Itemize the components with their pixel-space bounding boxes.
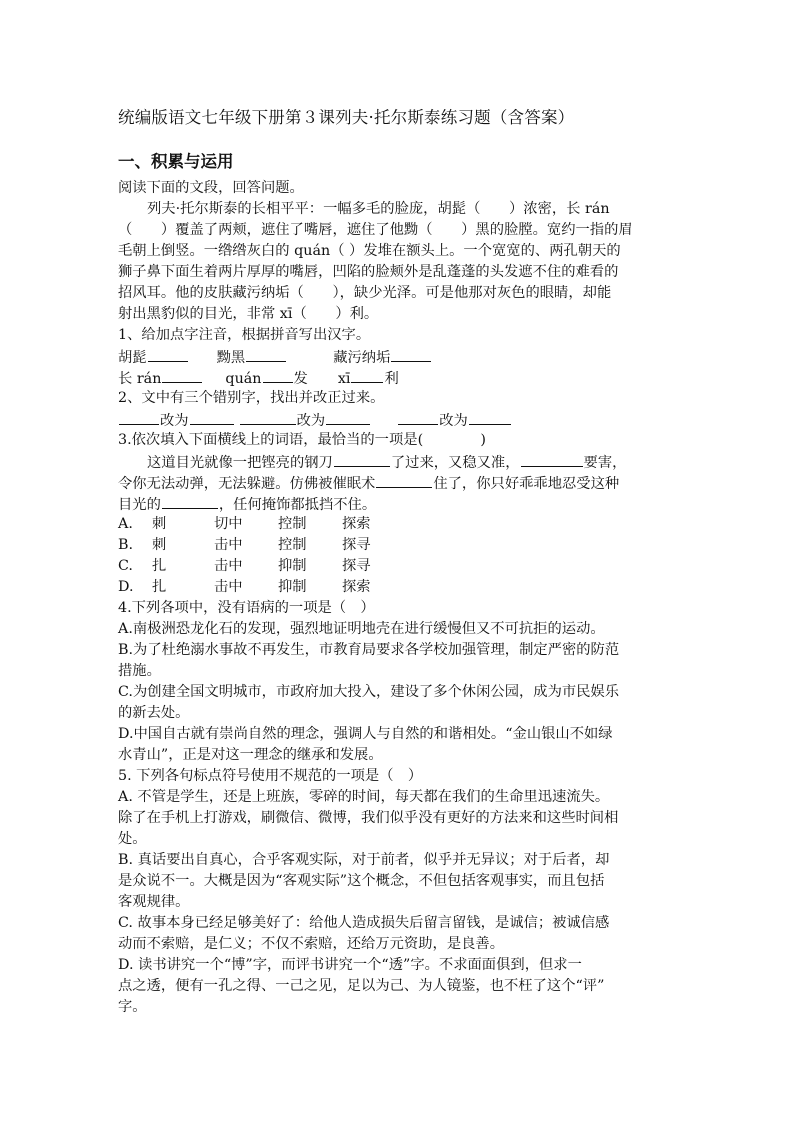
- question-4-line: 的新去处。: [118, 705, 190, 721]
- question-5-line: B. 真话要出自真心，合乎客观实际，对于前者，似乎并无异议；对于后者，却: [118, 852, 610, 868]
- sentence-text: 要害，: [583, 455, 627, 471]
- answer-blank[interactable]: [334, 451, 390, 467]
- option-word: 控制: [278, 516, 307, 532]
- sentence-text: 目光的: [118, 497, 161, 513]
- answer-blank[interactable]: [148, 346, 188, 362]
- option-word: 击中: [214, 558, 243, 574]
- passage-line: （ ）覆盖了两颊，遮住了嘴唇，遮住了他黝（ ）黑的脸膛。宽约一指的眉: [118, 222, 633, 238]
- question-5-line: 处。: [118, 831, 147, 847]
- question-5-line: 动而不索赔，是仁义；不仅不索赔，还给万元资助，是良善。: [118, 936, 505, 952]
- answer-blank[interactable]: [119, 409, 159, 425]
- sentence-text: 了过来，又稳又准，: [390, 455, 520, 471]
- option-b[interactable]: [118, 535, 678, 556]
- option-letter: D.: [118, 579, 134, 595]
- question-5-line: 除了在手机上打游戏，刷微信、微博，我们似乎没有更好的方法来和这些时间相: [118, 810, 619, 826]
- correction-word: 改为: [296, 413, 326, 429]
- answer-blank[interactable]: [376, 472, 432, 488]
- question-3-sentence: [118, 472, 678, 493]
- q1-term: 长 rán: [118, 371, 162, 387]
- sentence-text: ，任何掩饰都抵挡不住。: [218, 497, 377, 513]
- option-letter: A.: [118, 516, 133, 532]
- q1-term: quán: [225, 371, 262, 387]
- correction-word: 改为: [160, 413, 189, 429]
- option-a[interactable]: [118, 514, 678, 535]
- section-heading: 一、积累与运用: [118, 152, 234, 171]
- option-word: 抑制: [278, 558, 307, 574]
- option-word: 探索: [342, 579, 371, 595]
- answer-blank[interactable]: [398, 409, 438, 425]
- option-word: 控制: [278, 537, 307, 553]
- question-5-line: 是众说不一。大概是因为“客观实际”这个概念，不但包括客观事实，而且包括: [118, 873, 605, 889]
- passage-line: 招风耳。他的皮肤藏污纳垢（ ），缺少光泽。可是他那对灰色的眼睛，却能: [118, 285, 612, 301]
- question-4-stem: 4.下列各项中，没有语病的一项是（ ）: [118, 600, 375, 616]
- question-5-line: 客观规律。: [118, 894, 190, 910]
- question-3-sentence: [118, 493, 678, 514]
- question-4-line: D.中国自古就有崇尚自然的理念，强调人与自然的和谐相处。“金山银山不如绿: [118, 726, 613, 742]
- question-5-line: A. 不管是学生，还是上班族，零碎的时间，每天都在我们的生命里迅速流失。: [118, 789, 610, 805]
- q1-term: 胡髭: [118, 350, 147, 366]
- answer-blank[interactable]: [391, 346, 431, 362]
- correction-word: 改为: [439, 413, 468, 429]
- option-word: 切中: [214, 516, 243, 532]
- question-4-line: C.为创建全国文明城市，市政府加大投入，建设了多个休闲公园，成为市民娱乐: [118, 684, 620, 700]
- q1-term: 利: [384, 371, 399, 387]
- passage-line: 列夫·托尔斯泰的长相平平：一幅多毛的脸庞，胡髭（ ）浓密，长 rán: [147, 201, 610, 217]
- question-4-line: 措施。: [118, 663, 161, 679]
- question-1-row-2: [118, 367, 678, 388]
- question-5-line: D. 读书讲究一个“博”字，而评书讲究一个“透”字。不求面面俱到，但求一: [118, 957, 582, 973]
- question-3-sentence: [118, 451, 678, 472]
- answer-blank[interactable]: [521, 451, 583, 467]
- answer-blank[interactable]: [190, 409, 234, 425]
- answer-blank[interactable]: [469, 409, 511, 425]
- intro-line: 阅读下面的文段，回答问题。: [118, 180, 304, 196]
- option-word: 刺: [152, 537, 167, 553]
- option-word: 刺: [152, 516, 167, 532]
- option-letter: C.: [118, 558, 133, 574]
- question-1-row-1: [118, 346, 678, 367]
- option-word: 击中: [214, 579, 243, 595]
- passage-line: 毛朝上倒竖。一绺绺灰白的 quán（ ）发堆在额头上。一个宽宽的、两孔朝天的: [118, 243, 621, 259]
- question-5-stem: 5. 下列各句标点符号使用不规范的一项是（ ）: [118, 768, 423, 784]
- sentence-text: 住了，你只好乖乖地忍受这种: [433, 476, 620, 492]
- option-word: 探寻: [342, 537, 371, 553]
- passage-line: 射出黑豹似的目光，非常 xī（ ）利。: [118, 306, 379, 322]
- answer-blank[interactable]: [246, 346, 286, 362]
- document-title: 统编版语文七年级下册第３课列夫·托尔斯泰练习题（含答案）: [118, 108, 575, 127]
- option-word: 抑制: [278, 579, 307, 595]
- option-c[interactable]: [118, 556, 678, 577]
- q1-term: xī: [337, 371, 351, 387]
- answer-blank[interactable]: [263, 367, 293, 383]
- answer-blank[interactable]: [240, 409, 296, 425]
- answer-blank[interactable]: [162, 493, 218, 509]
- question-4-line: B.为了杜绝溺水事故不再发生，市教育局要求各学校加强管理，制定严密的防范: [118, 642, 620, 658]
- option-word: 探索: [342, 516, 371, 532]
- question-4-line: A.南极洲恐龙化石的发现，强烈地证明地壳在进行缓慢但又不可抗拒的运动。: [118, 621, 605, 637]
- question-1-stem: 1、给加点字注音，根据拼音写出汉字。: [118, 327, 371, 343]
- question-2-stem: 2、文中有三个错别字，找出并改正过来。: [118, 390, 385, 406]
- q1-term: 发: [293, 371, 308, 387]
- question-5-line: 点之透，便有一孔之得、一己之见，足以为己、为人镜鉴，也不枉了这个“评”: [118, 978, 605, 994]
- q1-term: 藏污纳垢: [333, 350, 391, 366]
- document-body: [118, 178, 678, 1018]
- question-5-line: 字。: [118, 999, 147, 1015]
- question-4-line: 水青山”，正是对这一理念的继承和发展。: [118, 747, 383, 763]
- question-2-answer-row: [118, 409, 678, 430]
- question-3-stem: 3.依次填入下面横线上的词语，最恰当的一项是( ): [118, 432, 486, 448]
- sentence-text: 这道目光就像一把铿亮的钢刀: [147, 455, 333, 471]
- question-5-line: C. 故事本身已经足够美好了：给他人造成损失后留言留钱，是诚信；被诚信感: [118, 915, 610, 931]
- passage-line: 狮子鼻下面生着两片厚厚的嘴唇，凹陷的脸颊外是乱蓬蓬的头发遮不住的难看的: [118, 264, 619, 280]
- option-word: 击中: [214, 537, 243, 553]
- answer-blank[interactable]: [162, 367, 202, 383]
- sentence-text: 令你无法动弹，无法躲避。仿佛被催眠术: [118, 476, 376, 492]
- option-word: 扎: [152, 558, 167, 574]
- answer-blank[interactable]: [351, 367, 383, 383]
- option-word: 扎: [152, 579, 167, 595]
- answer-blank[interactable]: [326, 409, 370, 425]
- option-d[interactable]: [118, 577, 678, 598]
- q1-term: 黝黑: [216, 350, 246, 366]
- option-word: 探寻: [342, 558, 371, 574]
- option-letter: B.: [118, 537, 134, 553]
